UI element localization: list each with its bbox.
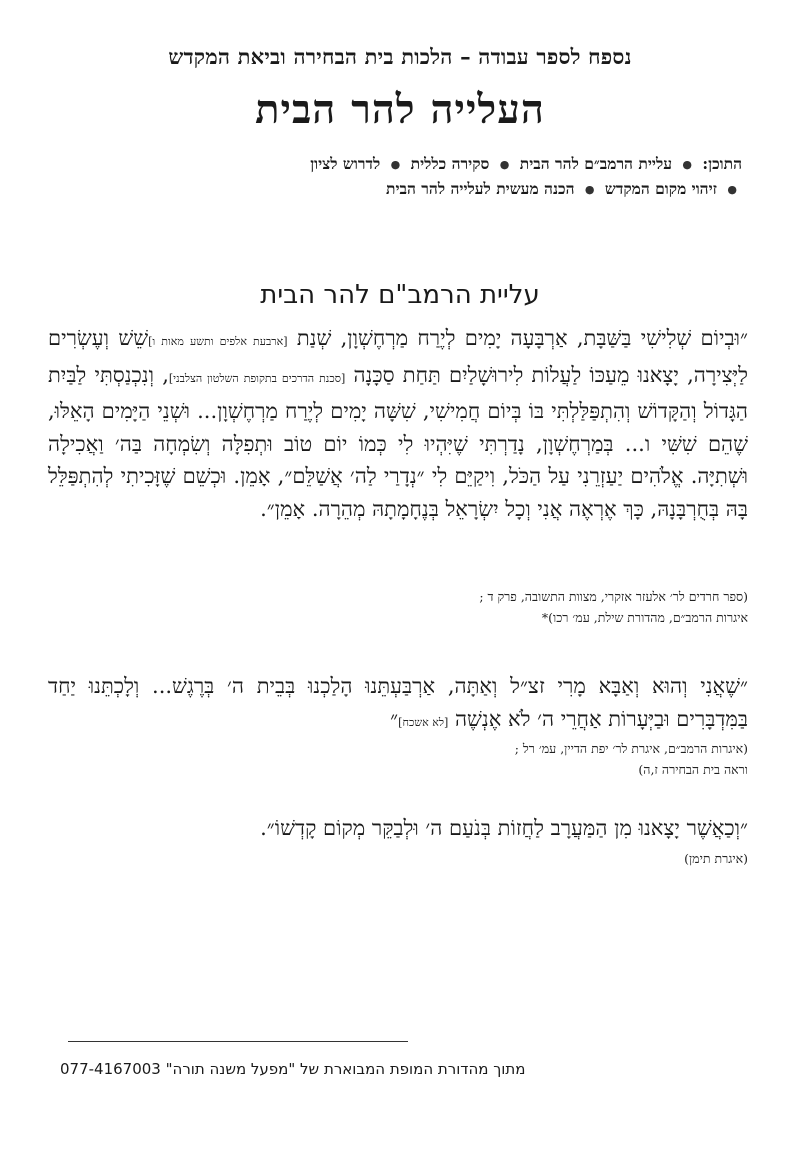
- table-of-contents: [40, 152, 742, 202]
- toc-item: עליית הרמב״ם להר הבית: [519, 154, 672, 173]
- bullet-icon: ●: [390, 158, 401, 171]
- quote-text: שֵׁשׁ וְעֶשְׂרִים לַיְּצִירָה, יָצָאנוּ מֵעַכּוֹ לַעֲלוֹת לִירוּשָׁלַיִם תַּחַת סַכָּנָה: [48, 326, 748, 387]
- bullet-icon: ●: [499, 158, 510, 171]
- quote-text: ״: [390, 706, 399, 731]
- toc-item: הכנה מעשית לעלייה להר הבית: [386, 179, 575, 198]
- quote-source: [300, 738, 748, 780]
- source-line: (ספר חרדים לר׳ אלעזר אזקרי, מצוות התשובה, פרק ד ;: [479, 589, 748, 604]
- quote-text: ״שֶׁאֲנִי וְהוּא וְאַבָּא מָרִי זצ״ל וְאַתָּה, אַרְבַּעְתֵּנוּ הָלַכְנוּ בְּבֵית ה׳ בְּרֶגֶשׁ... וְלָכְתֵּנוּ יַחַד בַּמִּדְבָּרִים וּבַיְּעָרוֹת אַחֲרֵי ה׳ לֹא אֶנְשֶׁה: [48, 674, 748, 731]
- editorial-note: [לא אשכח]: [398, 715, 449, 729]
- source-line: וראה בית הבחירה ז,ה): [638, 762, 748, 777]
- quote-text: , וְנִכְנַסְתִּי לַבַּיִת הַגָּדוֹל וְהַקָּדוֹשׁ וְהִתְפַּלַּלְתִּי בּוֹ בְּיוֹם חֲמִישִׁי, שִׁשָּׁה יָמִים לְיֶרַח מַרְחֶשְׁוָן... וּשְׁנֵי הַיָּמִים הָאֵלּוּ, שֶׁהֵם שִׁשִּׁי ו... בְּמַרְחֶשְׁוָן, נָדַרְתִּי שֶׁיִּהְיוּ לִי כְּמוֹ יוֹם טוֹב וּתְפִלָּה וְשִׂמְחָה בַּה׳ וַאֲכִילָה וּשְׁתִיָּה. אֱלֹהִים יַעַזְרֵנִי עַל הַכֹּל, וִיקַיֵּם לִי ״נְדָרַי לַה׳ אֲשַׁלֵּם״, אָמֵן. וּכְשֵׁם שֶׁזָּכִיתִי לְהִתְפַּלֵּל בָּהּ בְּחֻרְבָּנָהּ, כָּךְ אֶרְאֶה אֲנִי וְכָל יִשְׂרָאֵל בְּנֶחָמָתָהּ מְהֵרָה. אָמֵן״.: [48, 362, 748, 521]
- toc-item: לדרוש לציון: [310, 154, 381, 173]
- page-title: העלייה להר הבית: [255, 86, 545, 133]
- section-heading: עליית הרמב"ם להר הבית: [260, 280, 540, 310]
- quote-text: ״וְכַאֲשֶׁר יָצָאנוּ מִן הַמַּעֲרָב לַחֲזוֹת בְּנֹעַם ה׳ וּלְבַקֵּר מְקוֹם קָדְשׁוֹ״.: [260, 816, 748, 840]
- quote-source: [300, 848, 748, 869]
- footer-text: מתוך מהדורת המופת המבוארת של "מפעל משנה תורה" 077-4167003: [60, 1060, 526, 1078]
- bullet-icon: ●: [682, 158, 692, 171]
- source-line: (איגרות הרמב״ם, איגרת לר׳ יפת הדיין, עמ׳ רל ;: [514, 741, 748, 756]
- toc-label: התוכן:: [702, 154, 742, 173]
- editorial-note: [סכנת הדרכים בתקופת השלטון הצלבני]: [168, 371, 346, 385]
- quote-paragraph: [48, 812, 748, 845]
- supertitle: נספח לספר עבודה – הלכות בית הבחירה וביאת המקדש: [168, 44, 632, 69]
- footer-divider: [68, 1041, 408, 1042]
- source-line: (איגרת תימן): [684, 851, 748, 866]
- toc-item: זיהוי מקום המקדש: [604, 179, 717, 198]
- bullet-icon: ●: [727, 183, 737, 196]
- quote-paragraph: [48, 322, 748, 525]
- editorial-note: [ארבעת אלפים ותשע מאות ו]: [148, 335, 288, 348]
- quote-text: ״וּבְיוֹם שְׁלִישִׁי בַּשַּׁבָּת, אַרְבָּעָה יָמִים לְיֶרַח מַרְחֶשְׁוָן, שְׁנַת: [287, 326, 749, 350]
- toc-item: סקירה כללית: [410, 154, 490, 173]
- quote-paragraph: [48, 670, 748, 739]
- bullet-icon: ●: [584, 183, 595, 196]
- quote-source: [300, 586, 748, 628]
- source-line: איגרות הרמב״ם, מהדורת שילת, עמ׳ רכו)*: [541, 610, 748, 625]
